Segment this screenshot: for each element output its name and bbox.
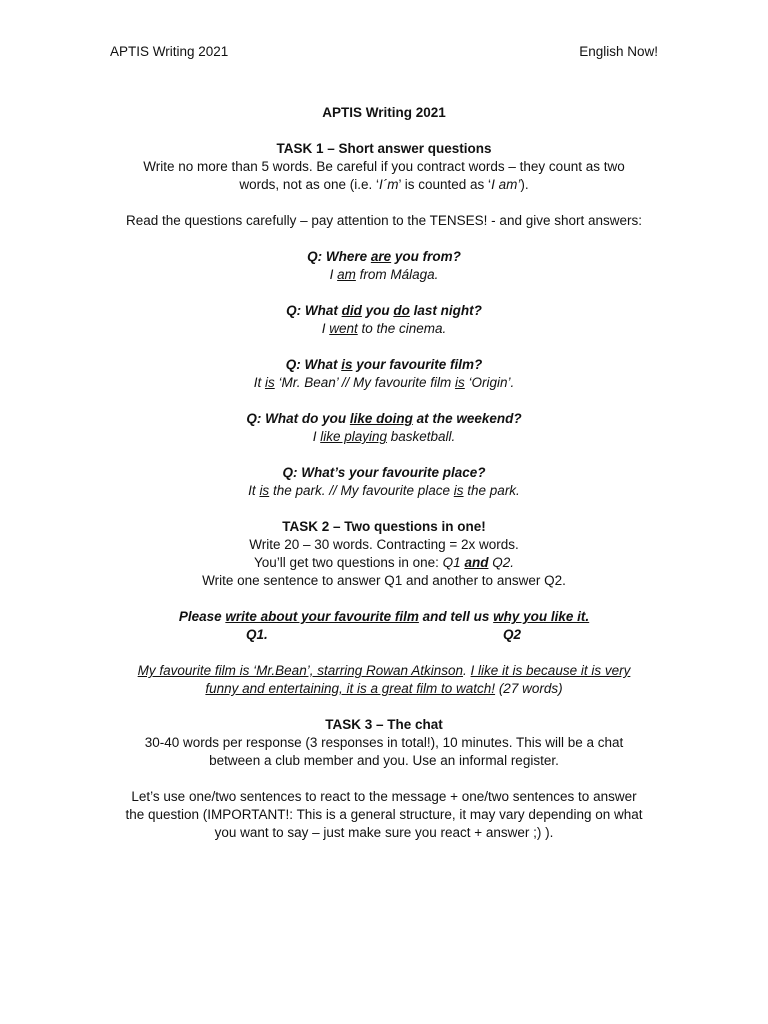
task1-desc-text: ).: [520, 177, 529, 192]
task3-para-line3: you want to say – just make sure you react + answer ;) ).: [214, 825, 554, 840]
qa1-question: Q: Where are you from?: [307, 249, 461, 264]
q1-marker: Q1.: [246, 627, 268, 642]
qa5-question: Q: What’s your favourite place?: [282, 465, 486, 480]
q2-marker: Q2: [503, 627, 522, 642]
task1-desc-text: words, not as one (i.e. ‘: [239, 177, 379, 192]
qa2-question: Q: What did you do last night?: [286, 303, 482, 318]
qa4-answer: I like playing basketball.: [312, 429, 456, 444]
task1-instruction: Read the questions carefully – pay attention to the TENSES! - and give short answers:: [125, 213, 643, 228]
task3-para-line1: Let’s use one/two sentences to react to the message + one/two sentences to answer: [131, 789, 637, 804]
task2-line3: Write one sentence to answer Q1 and another to answer Q2.: [202, 573, 566, 588]
task1-desc-line2: [100, 176, 668, 194]
qa3-answer: It is ‘Mr. Bean’ // My favourite film is ‘Origin’.: [253, 375, 515, 390]
task1-desc-example-full: I am’: [491, 177, 521, 192]
qa3-question: Q: What is your favourite film?: [285, 357, 483, 372]
task3-line1: 30-40 words per response (3 responses in total!), 10 minutes. This will be a chat: [144, 735, 624, 750]
task3-para-line2: the question (IMPORTANT!: This is a general structure, it may vary depending on what: [125, 807, 643, 822]
qa4-question: Q: What do you like doing at the weekend?: [246, 411, 522, 426]
header-left: APTIS Writing 2021: [110, 44, 229, 59]
document-body: [100, 104, 668, 842]
task2-line1: Write 20 – 30 words. Contracting = 2x words.: [249, 537, 519, 552]
task2-example-line2: funny and entertaining, it is a great film to watch! (27 words): [205, 681, 563, 696]
task1-desc-text: ’ is counted as ‘: [398, 177, 492, 192]
qa1-answer: I am from Málaga.: [329, 267, 439, 282]
task2-example-line1: My favourite film is ‘Mr.Bean’, starring Rowan Atkinson. I like it is because it is very: [137, 663, 631, 678]
task2-line2: You’ll get two questions in one: Q1 and Q2.: [254, 555, 514, 570]
task2-heading: TASK 2 – Two questions in one!: [282, 519, 486, 534]
task3-line2: between a club member and you. Use an informal register.: [209, 753, 559, 768]
header-right: English Now!: [579, 44, 658, 59]
task2-question-markers: [100, 626, 668, 644]
task2-prompt: Please write about your favourite film and tell us why you like it.: [178, 609, 590, 624]
page-title: APTIS Writing 2021: [322, 105, 446, 120]
task1-heading: TASK 1 – Short answer questions: [276, 141, 492, 156]
qa2-answer: I went to the cinema.: [321, 321, 447, 336]
qa5-answer: It is the park. // My favourite place is the park.: [248, 483, 520, 498]
task1-desc-example-contracted: I´m: [379, 177, 399, 192]
task1-desc-line1: Write no more than 5 words. Be careful if you contract words – they count as two: [143, 159, 625, 174]
task3-heading: TASK 3 – The chat: [325, 717, 443, 732]
